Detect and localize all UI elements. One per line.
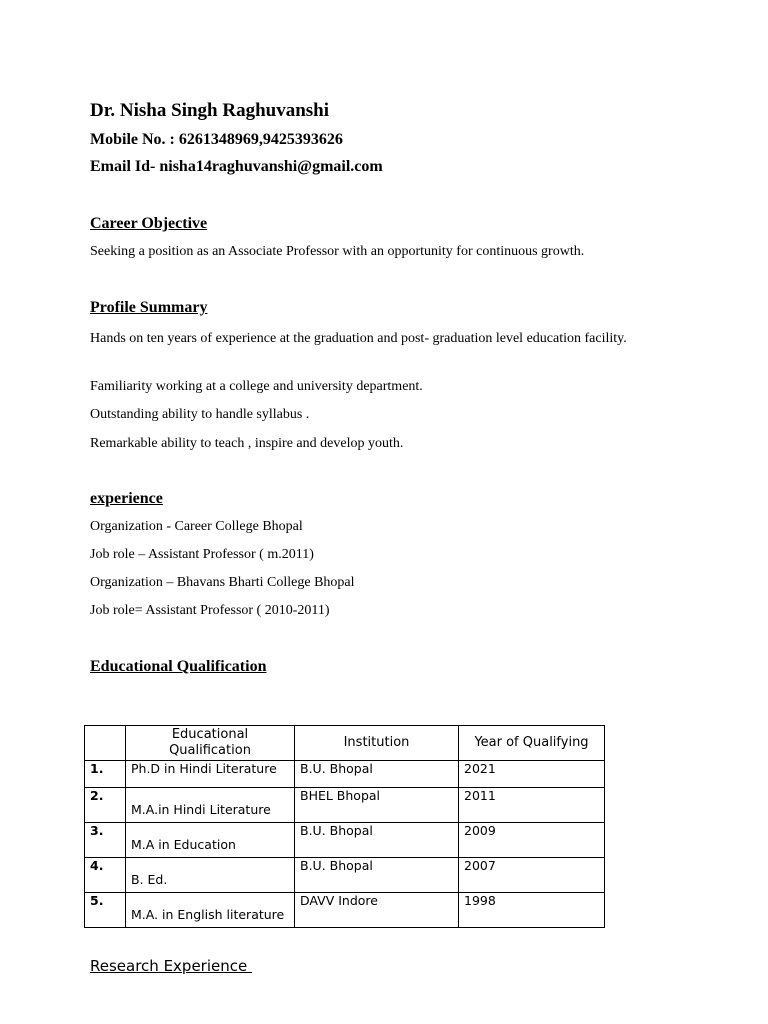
experience-line: Job role – Assistant Professor ( m.2011) [90,547,314,562]
row-qualification [126,788,295,823]
research-experience-heading: Research Experience [90,957,252,975]
row-qualification-text: M.A in Education [131,837,236,852]
table-row [85,893,605,928]
column-header-number [85,726,126,761]
table-row [85,788,605,823]
row-qualification [126,823,295,858]
profile-summary-item: Remarkable ability to teach , inspire and develop youth. [90,436,404,451]
table-row [85,858,605,893]
row-institution: B.U. Bhopal [295,823,459,858]
profile-summary-item: Outstanding ability to handle syllabus . [90,407,310,422]
row-number: 2. [85,788,126,823]
row-number: 1. [85,761,126,788]
experience-heading: experience [90,490,163,507]
row-year: 2021 [459,761,605,788]
career-objective-heading: Career Objective [90,215,208,232]
row-number: 5. [85,893,126,928]
row-year: 2011 [459,788,605,823]
row-institution: DAVV Indore [295,893,459,928]
row-year: 2009 [459,823,605,858]
column-header-institution: Institution [295,726,459,761]
row-number: 4. [85,858,126,893]
row-qualification-text: B. Ed. [131,872,168,887]
row-qualification: Ph.D in Hindi Literature [126,761,295,788]
career-objective-text: Seeking a position as an Associate Professor with an opportunity for continuous growth. [90,244,585,259]
row-institution: B.U. Bhopal [295,761,459,788]
profile-summary-heading: Profile Summary [90,299,208,316]
column-header-year: Year of Qualifying [459,726,605,761]
profile-summary-item: Hands on ten years of experience at the graduation and post- graduation level education facility. [90,331,627,346]
candidate-name: Dr. Nisha Singh Raghuvanshi [90,100,330,121]
table-row [85,823,605,858]
row-qualification-text: M.A. in English literature [131,907,285,922]
profile-summary-item: Familiarity working at a college and university department. [90,379,423,394]
row-number: 3. [85,823,126,858]
row-institution: B.U. Bhopal [295,858,459,893]
mobile-number: Mobile No. : 6261348969,9425393626 [90,131,343,148]
row-institution: BHEL Bhopal [295,788,459,823]
experience-line: Job role= Assistant Professor ( 2010-2011) [90,603,330,618]
row-qualification-text: M.A.in Hindi Literature [131,802,271,817]
experience-line: Organization - Career College Bhopal [90,519,303,534]
education-heading: Educational Qualification [90,658,267,675]
email-address: Email Id- nisha14raghuvanshi@gmail.com [90,158,383,175]
row-year: 2007 [459,858,605,893]
table-header-row [85,726,605,761]
column-header-qualification: Educational Qualification [126,726,295,761]
row-qualification [126,858,295,893]
experience-line: Organization – Bhavans Bharti College Bhopal [90,575,355,590]
row-qualification [126,893,295,928]
row-year: 1998 [459,893,605,928]
table-row [85,761,605,788]
education-table [84,725,605,928]
